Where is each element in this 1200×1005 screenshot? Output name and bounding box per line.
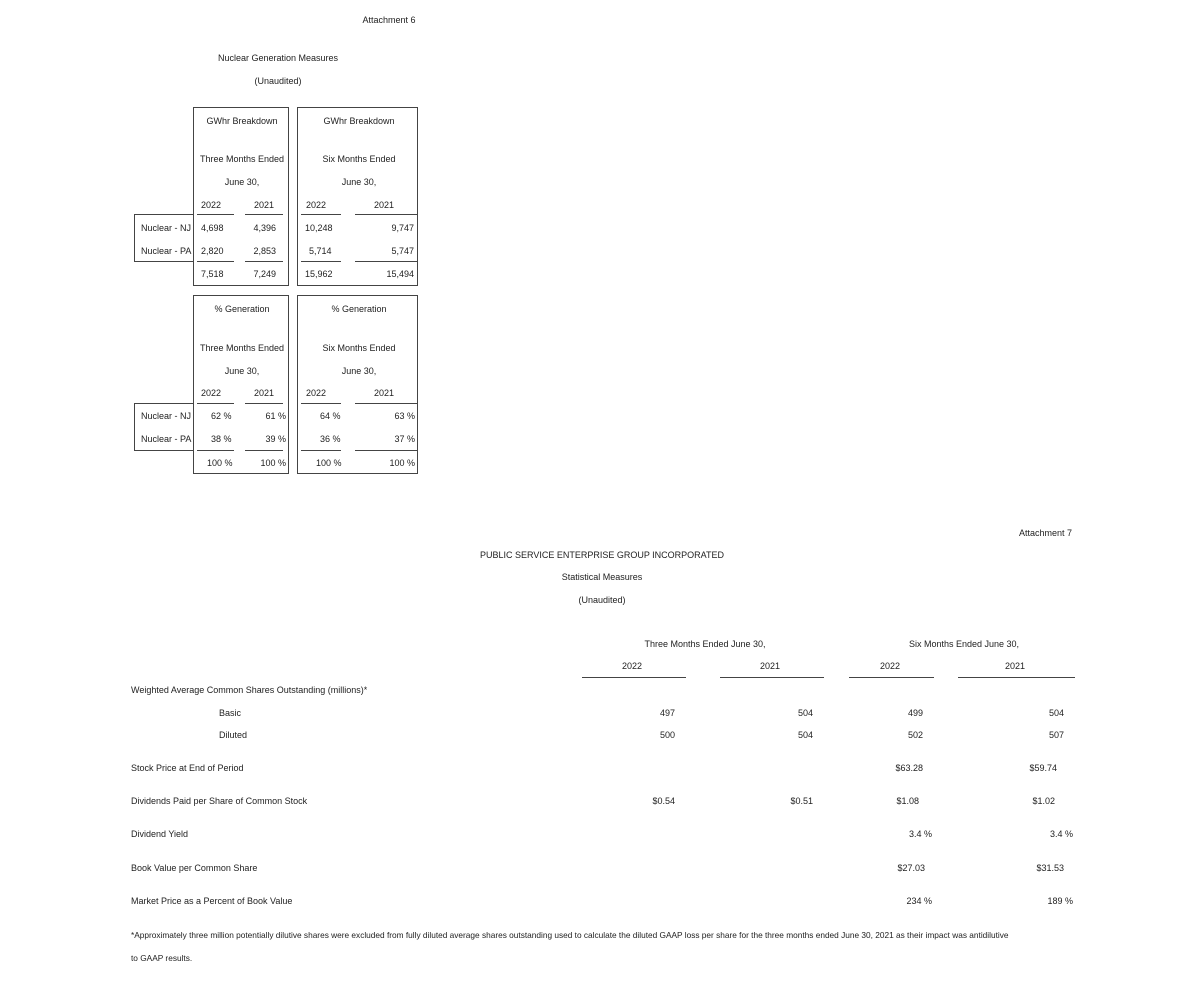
diluted-value: 500 [659, 730, 675, 740]
dividends-value: $1.08 [896, 796, 919, 806]
company-name: PUBLIC SERVICE ENTERPRISE GROUP INCORPORATED [479, 550, 725, 560]
market-price-value: 189 % [1047, 896, 1073, 906]
pct-value: 62 % [211, 411, 232, 421]
gwhr-value: 2,820 [201, 246, 224, 256]
pct-value: 39 % [265, 434, 286, 444]
pct-total: 100 % [207, 458, 233, 468]
pct-six-date: June 30, [341, 366, 377, 376]
dividends-value: $1.02 [1032, 796, 1055, 806]
gwhr-year: 2022 [201, 200, 222, 210]
pct-three-months-box [193, 295, 289, 474]
basic-value: 504 [1048, 708, 1064, 718]
pct-row-label: Nuclear - PA [141, 434, 192, 444]
pct-three-date: June 30, [224, 366, 260, 376]
market-price-value: 234 % [906, 896, 932, 906]
statistical-subtitle: (Unaudited) [578, 595, 626, 605]
pct-total: 100 % [389, 458, 415, 468]
gwhr-total: 15,494 [386, 269, 414, 279]
dividend-yield-label: Dividend Yield [131, 829, 189, 839]
gwhr-total: 7,249 [253, 269, 276, 279]
gwhr-row-label: Nuclear - PA [141, 246, 192, 256]
gwhr-three-header: GWhr Breakdown [206, 116, 278, 126]
pct-three-header: % Generation [214, 304, 270, 314]
pct-row-label: Nuclear - NJ [141, 411, 192, 421]
attachment-7-label: Attachment 7 [1018, 528, 1072, 538]
gwhr-year: 2022 [306, 200, 327, 210]
six-months-header: Six Months Ended June 30, [908, 639, 1020, 649]
pct-year: 2021 [374, 388, 395, 398]
gwhr-six-period: Six Months Ended [322, 154, 396, 164]
pct-value: 61 % [265, 411, 286, 421]
stock-price-label: Stock Price at End of Period [131, 763, 244, 773]
nuclear-title: Nuclear Generation Measures [217, 53, 339, 63]
diluted-value: 504 [797, 730, 813, 740]
dividends-value: $0.54 [652, 796, 675, 806]
diluted-label: Diluted [219, 730, 248, 740]
gwhr-value: 2,853 [253, 246, 276, 256]
basic-value: 504 [797, 708, 813, 718]
gwhr-three-date: June 30, [224, 177, 260, 187]
stock-price-value: $59.74 [1029, 763, 1057, 773]
footnote-continued: to GAAP results. [131, 953, 193, 963]
diluted-value: 507 [1048, 730, 1064, 740]
gwhr-value: 4,396 [253, 223, 276, 233]
diluted-value: 502 [907, 730, 923, 740]
gwhr-year: 2021 [374, 200, 395, 210]
gwhr-total: 15,962 [305, 269, 333, 279]
pct-year: 2022 [201, 388, 222, 398]
pct-total: 100 % [260, 458, 286, 468]
gwhr-row-label: Nuclear - NJ [141, 223, 192, 233]
pct-value: 36 % [320, 434, 341, 444]
pct-year: 2021 [254, 388, 275, 398]
gwhr-total: 7,518 [201, 269, 224, 279]
gwhr-value: 10,248 [305, 223, 333, 233]
dividends-value: $0.51 [790, 796, 813, 806]
gwhr-value: 9,747 [391, 223, 414, 233]
book-value-label: Book Value per Common Share [131, 863, 258, 873]
basic-label: Basic [219, 708, 242, 718]
year-header: 2021 [759, 661, 781, 671]
attachment-6-label: Attachment 6 [362, 15, 416, 25]
basic-value: 499 [907, 708, 923, 718]
book-value-value: $27.03 [897, 863, 925, 873]
gwhr-six-header: GWhr Breakdown [323, 116, 395, 126]
year-header: 2022 [621, 661, 643, 671]
year-header: 2022 [879, 661, 901, 671]
nuclear-subtitle: (Unaudited) [254, 76, 302, 86]
pct-six-period: Six Months Ended [322, 343, 396, 353]
market-price-label: Market Price as a Percent of Book Value [131, 896, 293, 906]
pct-total: 100 % [316, 458, 342, 468]
pct-value: 64 % [320, 411, 341, 421]
pct-three-period: Three Months Ended [199, 343, 285, 353]
gwhr-year: 2021 [254, 200, 275, 210]
gwhr-three-period: Three Months Ended [199, 154, 285, 164]
shares-header: Weighted Average Common Shares Outstanding (millions)* [131, 685, 368, 695]
pct-year: 2022 [306, 388, 327, 398]
pct-six-header: % Generation [331, 304, 387, 314]
book-value-value: $31.53 [1036, 863, 1064, 873]
dividends-label: Dividends Paid per Share of Common Stock [131, 796, 308, 806]
three-months-header: Three Months Ended June 30, [644, 639, 766, 649]
pct-six-months-box [297, 295, 418, 474]
gwhr-value: 4,698 [201, 223, 224, 233]
gwhr-value: 5,747 [391, 246, 414, 256]
pct-value: 37 % [394, 434, 415, 444]
dividend-yield-value: 3.4 % [1049, 829, 1073, 839]
dividend-yield-value: 3.4 % [908, 829, 932, 839]
statistical-title: Statistical Measures [561, 572, 643, 582]
stock-price-value: $63.28 [895, 763, 923, 773]
gwhr-six-months-box [297, 107, 418, 286]
pct-value: 38 % [211, 434, 232, 444]
gwhr-three-months-box [193, 107, 289, 286]
basic-value: 497 [659, 708, 675, 718]
gwhr-value: 5,714 [309, 246, 332, 256]
year-header: 2021 [1004, 661, 1026, 671]
pct-value: 63 % [394, 411, 415, 421]
gwhr-six-date: June 30, [341, 177, 377, 187]
footnote: *Approximately three million potentially dilutive shares were excluded from fully diluted average shares outstanding used to calculate the diluted GAAP loss per share for the three months ended June 30, 2021 as their impact was antidilutive [131, 930, 1009, 940]
